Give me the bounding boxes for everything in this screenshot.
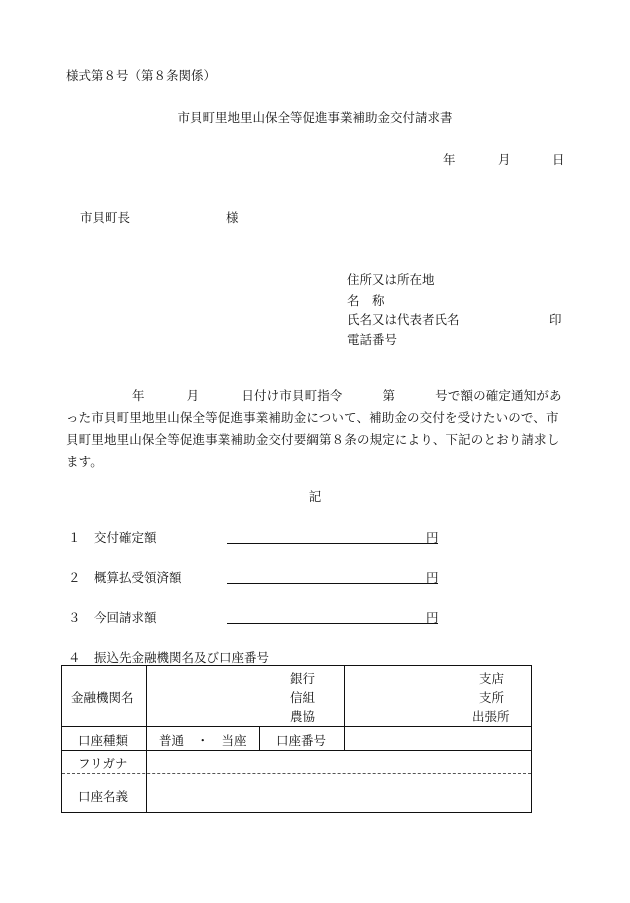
item-label-current-request: 今回請求額 — [94, 610, 157, 625]
institution-label: 金融機関名 — [71, 690, 134, 705]
item-number: ２ — [68, 570, 81, 585]
addressee-name: 市貝町長 — [80, 210, 131, 225]
bank-type-bank: 銀行 — [290, 671, 316, 686]
addressee-honorific: 様 — [226, 210, 239, 225]
applicant-tel-label: 電話番号 — [347, 332, 398, 347]
furigana-label: フリガナ — [78, 756, 128, 771]
date-month: 月 — [498, 152, 511, 167]
yen-unit: 円 — [426, 570, 439, 585]
account-number-label: 口座番号 — [276, 733, 327, 748]
seal-mark: 印 — [549, 312, 562, 327]
applicant-name-label: 名 称 — [347, 293, 385, 308]
bank-account-table — [61, 665, 532, 813]
date-day: 日 — [552, 152, 565, 167]
form-number: 様式第８号（第８条関係） — [66, 68, 217, 83]
table-divider-vertical — [344, 666, 345, 750]
table-divider — [62, 750, 531, 751]
item-number: １ — [68, 530, 81, 545]
yen-unit: 円 — [426, 530, 439, 545]
item-label-bank-transfer: 振込先金融機関名及び口座番号 — [94, 650, 270, 665]
bank-type-agri-coop: 農協 — [290, 709, 316, 724]
item-label-advance-received: 概算払受領済額 — [94, 570, 182, 585]
yen-unit: 円 — [426, 610, 439, 625]
ki-heading: 記 — [308, 489, 322, 504]
body-main: 号で額の確定通知があった市貝町里地里山保全等促進事業補助金について、補助金の交付を受けたいので、市貝町里地里山保全等促進事業補助金交付要綱第８条の規定により、下記のとおり請求します。 — [66, 388, 562, 469]
account-type-options[interactable]: 普通 ・ 当座 — [159, 733, 247, 748]
branch-type-agency: 出張所 — [472, 709, 510, 724]
branch-type-branch: 支店 — [479, 671, 505, 686]
request-body — [66, 385, 566, 473]
body-date-order: 日付け市貝町指令 — [241, 388, 343, 403]
document-title: 市貝町里地里山保全等促進事業補助金交付請求書 — [177, 110, 453, 125]
table-divider-vertical — [146, 666, 147, 813]
body-month: 月 — [186, 388, 200, 403]
table-dashed-divider — [62, 773, 531, 774]
item-number: ４ — [68, 650, 81, 665]
branch-type-sub-branch: 支所 — [479, 690, 505, 705]
account-name-label: 口座名義 — [78, 789, 129, 804]
table-divider-vertical — [259, 726, 260, 750]
date-year: 年 — [443, 152, 456, 167]
body-dai: 第 — [382, 388, 396, 403]
applicant-representative-label: 氏名又は代表者氏名 — [347, 312, 460, 327]
bank-type-credit-union: 信組 — [290, 690, 316, 705]
amount-line-confirmed[interactable] — [227, 543, 438, 544]
applicant-address-label: 住所又は所在地 — [347, 272, 435, 287]
item-label-confirmed-amount: 交付確定額 — [94, 530, 157, 545]
amount-line-current[interactable] — [227, 623, 438, 624]
account-type-label: 口座種類 — [78, 733, 129, 748]
amount-line-advance[interactable] — [227, 583, 438, 584]
item-number: ３ — [68, 610, 81, 625]
table-divider — [62, 726, 531, 727]
body-year: 年 — [132, 388, 145, 403]
